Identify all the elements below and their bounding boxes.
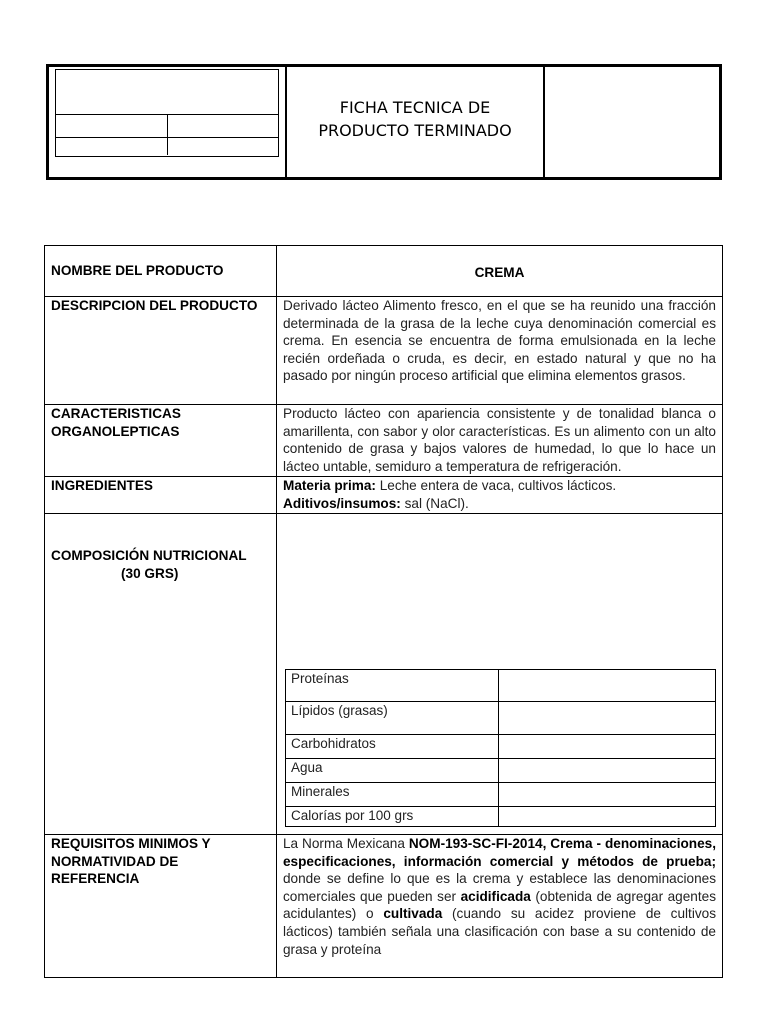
nutrient-value: [499, 807, 716, 827]
nutrient-name: Lípidos (grasas): [286, 702, 499, 735]
ingredients-label: INGREDIENTES: [45, 477, 277, 514]
raw-material-text: Leche entera de vaca, cultivos lácticos.: [375, 478, 617, 493]
nutrition-row: [286, 807, 716, 827]
ingredients-text: [277, 477, 723, 514]
req-text-part: (cuando su acidez proviene de cultivos lácticos) también señala una clasificación con base a su contenido de grasa y proteína: [283, 906, 717, 957]
organoleptic-label: CARACTERISTICAS ORGANOLEPTICAS: [45, 405, 277, 477]
additives-label: Aditivos/insumos:: [283, 495, 401, 511]
header-info-row: [56, 138, 278, 155]
row-organoleptic: [45, 405, 723, 477]
header-info-cell: [56, 115, 168, 137]
req-norm-title: NOM-193-SC-FI-2014, Crema - denominaciones, especificaciones, información comercial y métodos de prueba;: [283, 836, 716, 869]
req-term-acidificada: acidificada: [460, 888, 531, 904]
nutrition-label-line-2: (30 GRS): [121, 565, 179, 581]
description-text: Derivado lácteo Alimento fresco, en el que se ha reunido una fracción determinada de la grasa de la leche cuya denominación comercial es crema. En esencia se encuentra de forma emulsionada en la leche recién ordeñada o cruda, es decir, en estado natural y que no ha pasado por ningún proceso artificial que elimina elementos grasos.: [277, 297, 723, 405]
nutrition-label-line-1: COMPOSICIÓN NUTRICIONAL: [51, 548, 247, 563]
req-text-part: donde se define lo que es la crema y establece las denominaciones comerciales que pueden ser: [283, 871, 716, 904]
product-spec-table: [44, 245, 723, 978]
nutrient-name: Proteínas: [286, 670, 499, 702]
row-requirements: [45, 835, 723, 978]
title-line-1: FICHA TECNICA DE: [339, 98, 491, 118]
header-info-cell: [168, 138, 278, 155]
nutrient-value: [499, 735, 716, 759]
title-line-2: PRODUCTO TERMINADO: [318, 121, 512, 140]
row-product-name: [45, 246, 723, 297]
nutrition-label: [45, 514, 277, 835]
header-info-row: [56, 115, 278, 138]
nutrition-cell: [277, 514, 723, 835]
document-title: [287, 67, 545, 177]
nutrient-value: [499, 783, 716, 807]
nutrient-name: Minerales: [286, 783, 499, 807]
row-nutrition: [45, 514, 723, 835]
document-header: [46, 64, 722, 180]
nutrient-name: Calorías por 100 grs: [286, 807, 499, 827]
nutrition-row: [286, 735, 716, 759]
organoleptic-text: Producto lácteo con apariencia consistente y de tonalidad blanca o amarillenta, con sabor y olor características. Es un alimento con un alto contenido de grasa y bajos valores de humedad, lo que lo hace un lácteo untable, semiduro a temperatura de refrigeración.: [277, 405, 723, 477]
header-logo-area: [49, 67, 287, 177]
nutrient-value: [499, 670, 716, 702]
nutrient-name: Carbohidratos: [286, 735, 499, 759]
row-description: [45, 297, 723, 405]
nutrition-row: [286, 759, 716, 783]
header-info-cell: [56, 70, 278, 115]
req-text-part: La Norma Mexicana: [283, 836, 409, 851]
nutrient-value: [499, 759, 716, 783]
req-text-part: (obtenida de agregar agentes acidulantes) o: [283, 888, 716, 922]
nutrition-table: [285, 669, 716, 827]
requirements-label: REQUISITOS MINIMOS Y NORMATIVIDAD DE REFERENCIA: [45, 835, 277, 978]
nutrition-row: [286, 670, 716, 702]
product-name-label: NOMBRE DEL PRODUCTO: [45, 246, 277, 297]
nutrition-row: [286, 783, 716, 807]
nutrition-row: [286, 702, 716, 735]
req-term-cultivada: cultivada: [383, 906, 443, 922]
header-info-grid: [55, 69, 279, 157]
additives-text: sal (NaCl).: [400, 495, 469, 511]
header-info-cell: [168, 115, 278, 137]
row-ingredients: [45, 477, 723, 514]
nutrient-value: [499, 702, 716, 735]
requirements-text: [277, 835, 723, 978]
header-info-cell: [56, 138, 168, 155]
nutrient-name: Agua: [286, 759, 499, 783]
header-code-area: [545, 67, 719, 177]
description-label: DESCRIPCION DEL PRODUCTO: [45, 297, 277, 405]
raw-material-label: Materia prima:: [283, 478, 376, 493]
product-name-value: CREMA: [277, 246, 723, 297]
